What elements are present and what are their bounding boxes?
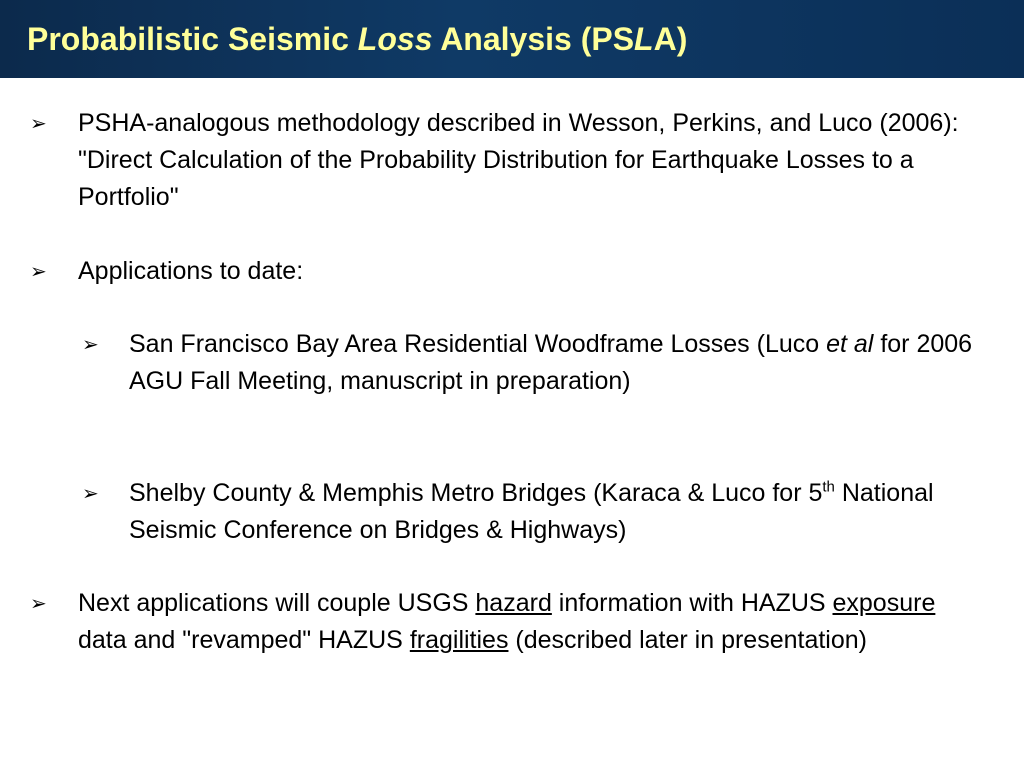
title-italic-loss: Loss bbox=[357, 21, 433, 57]
bullet-arrow-icon: ➢ bbox=[30, 111, 47, 135]
sub-bullet-arrow-icon: ➢ bbox=[82, 332, 99, 356]
underlined-hazard: hazard bbox=[475, 589, 552, 617]
text: Shelby County & Memphis Metro Bridges (Karaca & Luco for 5 bbox=[129, 479, 823, 507]
sub-bullet-sf-bay-area bbox=[129, 326, 989, 400]
text: information with HAZUS bbox=[551, 589, 833, 617]
bullet-arrow-icon: ➢ bbox=[30, 591, 47, 615]
bullet-next-applications bbox=[78, 585, 978, 659]
text: (described later in presentation) bbox=[508, 626, 867, 654]
sub-bullet-shelby-county bbox=[129, 475, 1009, 549]
sub-bullet-arrow-icon: ➢ bbox=[82, 481, 99, 505]
title-italic-l: L bbox=[634, 21, 654, 57]
title-text-2: Analysis (PS bbox=[432, 21, 635, 57]
italic-text: et al bbox=[826, 330, 874, 358]
text: data and "revamped" HAZUS bbox=[78, 626, 410, 654]
bullet-methodology: PSHA-analogous methodology described in Wesson, Perkins, and Luco (2006): "Direct Calculation of the Probability Distribution for Earthquake Losses to a Portfolio" bbox=[78, 109, 959, 211]
text: Next applications will couple USGS bbox=[78, 589, 476, 617]
title-text: Probabilistic Seismic bbox=[27, 21, 358, 57]
bullet-arrow-icon: ➢ bbox=[30, 259, 47, 283]
underlined-fragilities: fragilities bbox=[409, 626, 509, 654]
text: National Seismic Conference on Bridges & Highways) bbox=[129, 479, 934, 544]
text: for 2006 AGU Fall Meeting, manuscript in preparation) bbox=[129, 330, 973, 395]
title-text-3: A) bbox=[653, 21, 688, 57]
superscript: th bbox=[822, 478, 835, 496]
text: San Francisco Bay Area Residential Woodframe Losses (Luco bbox=[129, 330, 827, 358]
bullet-applications: Applications to date: bbox=[78, 257, 304, 285]
underlined-exposure: exposure bbox=[832, 589, 936, 617]
